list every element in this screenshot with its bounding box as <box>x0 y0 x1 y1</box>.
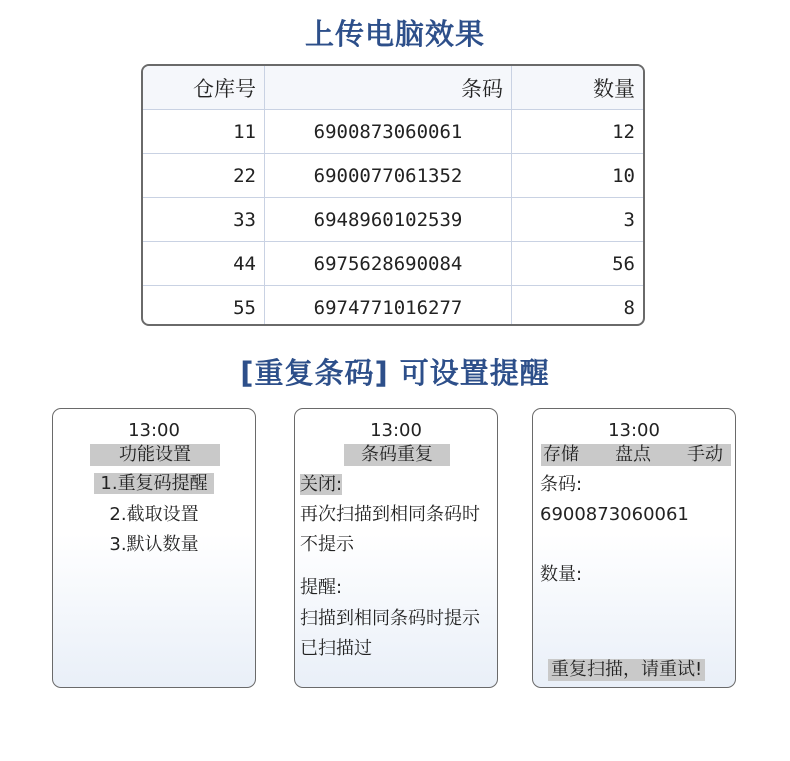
section-title-upload: 上传电脑效果 <box>304 17 485 51</box>
column-header-barcode: 条码 <box>265 66 512 110</box>
table-row <box>143 198 643 242</box>
cell-quantity: 3 <box>512 198 644 242</box>
clock: 13:00 <box>370 420 422 441</box>
device-screen-settings-menu <box>52 408 256 688</box>
clock: 13:00 <box>128 420 180 441</box>
menu-header: 功能设置 <box>90 444 220 466</box>
cell-barcode: 6975628690084 <box>265 242 512 286</box>
table-header-row <box>143 66 643 110</box>
cell-warehouse: 44 <box>143 242 265 286</box>
menu-item-label: 1.重复码提醒 <box>94 473 213 494</box>
cell-quantity: 8 <box>512 286 644 327</box>
column-header-warehouse: 仓库号 <box>143 66 265 110</box>
menu-item-default-quantity[interactable]: 3.默认数量 <box>109 534 199 555</box>
cell-barcode: 6900077061352 <box>265 154 512 198</box>
table-row <box>143 110 643 154</box>
option-off-description-line1: 再次扫描到相同条码时 <box>300 504 480 525</box>
duplicate-warning-message: 重复扫描，请重试! <box>548 659 705 681</box>
cell-barcode: 6974771016277 <box>265 286 512 327</box>
barcode-readout: 条码: 6900873060061 <box>540 474 689 525</box>
cell-warehouse: 22 <box>143 154 265 198</box>
mode-tab-bar <box>541 444 731 466</box>
table-row <box>143 286 643 327</box>
table-row <box>143 242 643 286</box>
tab-inventory[interactable]: 盘点 <box>615 444 651 465</box>
tab-manual[interactable]: 手动 <box>687 444 723 465</box>
quantity-label: 数量: <box>540 564 583 585</box>
tab-store[interactable]: 存储 <box>543 444 579 465</box>
option-on-label: 提醒: <box>300 577 343 598</box>
cell-quantity: 12 <box>512 110 644 154</box>
clock: 13:00 <box>608 420 660 441</box>
cell-barcode: 6948960102539 <box>265 198 512 242</box>
column-header-quantity: 数量 <box>512 66 644 110</box>
option-on-description-line1: 扫描到相同条码时提示 <box>300 608 480 629</box>
option-on[interactable] <box>300 573 342 603</box>
option-on-description-line2: 已扫描过 <box>300 638 372 659</box>
device-screen-duplicate-option <box>294 408 498 688</box>
option-off-label: 关闭: <box>300 474 343 495</box>
cell-quantity: 10 <box>512 154 644 198</box>
menu-item-truncate-settings[interactable]: 2.截取设置 <box>109 504 199 525</box>
cell-quantity: 56 <box>512 242 644 286</box>
cell-barcode: 6900873060061 <box>265 110 512 154</box>
option-off-description-line2: 不提示 <box>300 534 354 555</box>
cell-warehouse: 33 <box>143 198 265 242</box>
option-header: 条码重复 <box>344 444 450 466</box>
device-screen-scan <box>532 408 736 688</box>
cell-warehouse: 11 <box>143 110 265 154</box>
option-off[interactable] <box>300 470 342 500</box>
table-row <box>143 154 643 198</box>
cell-warehouse: 55 <box>143 286 265 327</box>
menu-item-duplicate-reminder[interactable] <box>53 472 255 496</box>
section-title-duplicate-barcode: [重复条码] 可设置提醒 <box>240 356 550 390</box>
upload-result-table <box>141 64 645 326</box>
